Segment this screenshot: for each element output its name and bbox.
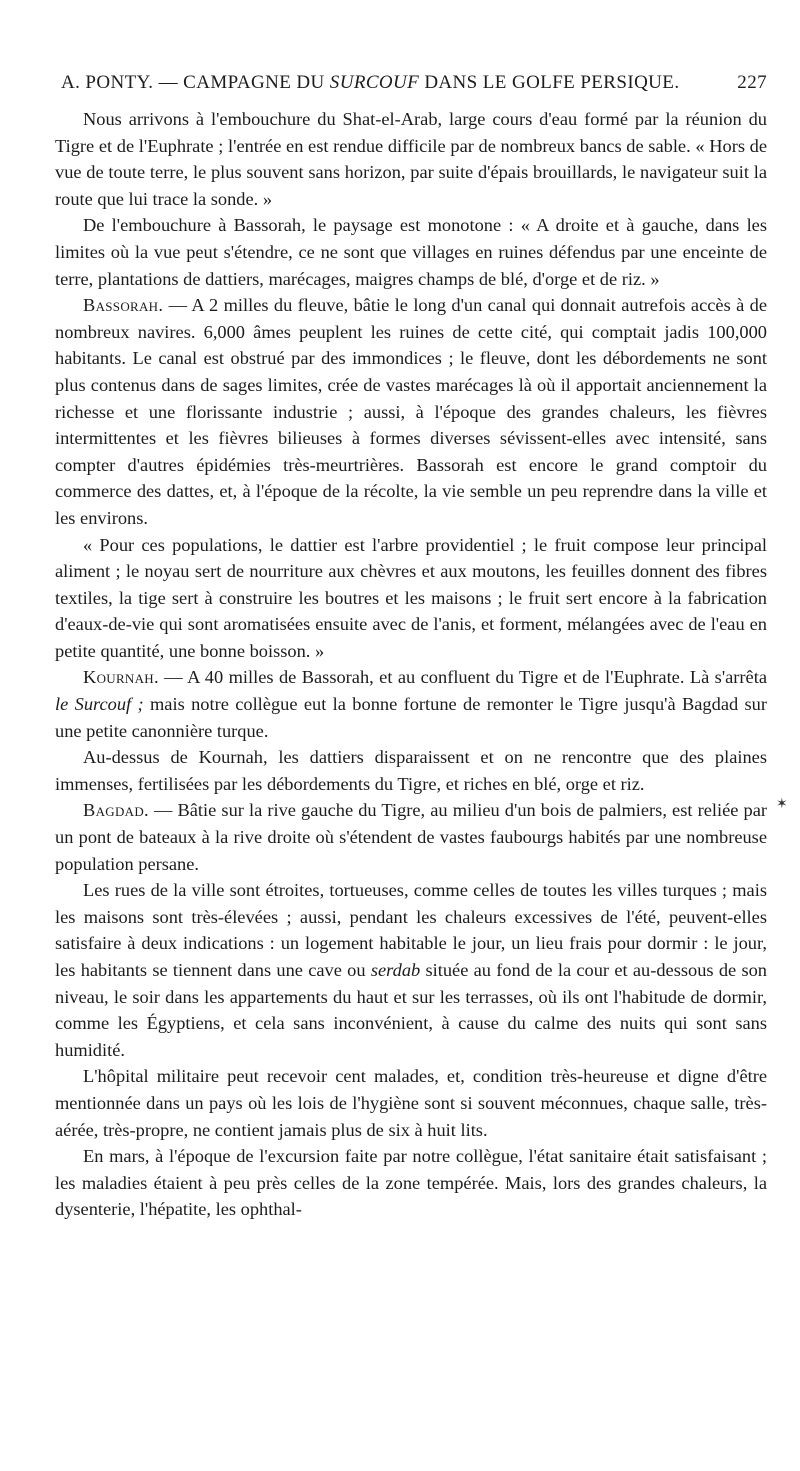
paragraph-text: Au-dessus de Kournah, les dattiers disparaissent et on ne rencontre que des plaines immenses, fertilisées par les débordements du Tigre, et riches en blé, orge et riz. (55, 747, 767, 794)
paragraph (55, 877, 767, 1063)
document-page (55, 72, 767, 1223)
paragraph-text: Nous arrivons à l'embouchure du Shat-el-Arab, large cours d'eau formé par la réunion du Tigre et de l'Euphrate ; l'entrée en est rendue difficile par de nombreux bancs de sable. « Hors de vue de toute terre, le plus souvent sans horizon, par suite d'épais brouillards, le navigateur suit la route que lui trace la sonde. » (55, 109, 767, 209)
section-lead-bassorah: Bassorah. (83, 295, 164, 316)
page-number: 227 (737, 72, 767, 93)
paragraph (55, 744, 767, 797)
paragraph (55, 292, 767, 531)
paragraph (55, 664, 767, 744)
running-title-ship: SURCOUF (329, 72, 420, 93)
paragraph (55, 797, 767, 877)
paragraph-text: L'hôpital militaire peut recevoir cent malades, et, condition très-heureuse et digne d'être mentionnée dans un pays où les lois de l'hygiène sont si souvent méconnues, chaque salle, très-aérée, très-propre, ne contient jamais plus de six à huit lits. (55, 1066, 767, 1140)
paragraph-text: En mars, à l'époque de l'excursion faite par notre collègue, l'état sanitaire était satisfaisant ; les maladies étaient à peu près celles de la zone tempérée. Mais, lors des grandes chaleurs, la dysenterie, l'hépatite, les ophthal- (55, 1146, 767, 1220)
body-text (55, 106, 767, 1223)
running-title (61, 72, 679, 94)
paragraph (55, 1143, 767, 1223)
paragraph-text-continued: située au fond de la cour et au-dessous de son niveau, le soir dans les appartements du haut et sur les terrasses, où ils ont l'habitude de dormir, comme les Égyptiens, et cela sans inconvénient, à cause du calme des nuits qui sont sans humidité. (55, 960, 767, 1060)
paragraph-text: De l'embouchure à Bassorah, le paysage est monotone : « A droite et à gauche, dans les limites où la vue peut s'étendre, ce ne sont que villages en ruines défendus par une enceinte de terre, plantations de dattiers, marécages, maigres champs de blé, d'orge et de riz. » (55, 215, 767, 289)
paragraph-text: A 40 milles de Bassorah, et au confluent du Tigre et de l'Euphrate. Là s'arrêta (187, 667, 767, 688)
ship-name-italic: le Surcouf ; (55, 694, 144, 715)
paragraph-text: A 2 milles du fleuve, bâtie le long d'un canal qui donnait autrefois accès à de nombreux navires. 6,000 âmes peuplent les ruines de cette cité, qui comptait jadis 100,000 habitants. Le canal est obstrué par des immondices ; le fleuve, dont les débordements ne sont plus contenus dans de sages limites, crée de vastes marécages là où il apportait anciennement la richesse et une florissante industrie ; aussi, à l'époque des grandes chaleurs, les fièvres intermittentes et les fièvres bilieuses à formes diverses sévissent-elles avec intensité, sans compter d'autres épidémies très-meurtrières. Bassorah est encore le grand comptoir du commerce des dattes, et, à l'époque de la récolte, la vie semble un peu reprendre dans la ville et les environs. (55, 295, 767, 528)
paragraph (55, 1063, 767, 1143)
lead-dash: — (163, 295, 192, 316)
paragraph (55, 106, 767, 212)
section-lead-kournah: Kournah. (83, 667, 159, 688)
paragraph-text: Les rues de la ville sont étroites, tortueuses, comme celles de toutes les villes turques ; mais les maisons sont très-élevées ; aussi, pendant les chaleurs excessives de l'été, peuvent-elles satisfaire à deux indications : un logement habitable le jour, un lieu frais pour dormir : le jour, les habitants se tiennent dans une cave ou (55, 880, 767, 980)
paragraph (55, 532, 767, 665)
paragraph-text: Bâtie sur la rive gauche du Tigre, au milieu d'un bois de palmiers, est reliée par un pont de bateaux à la rive droite où s'étendent de vastes faubourgs habités par une nombreuse population persane. (55, 800, 767, 874)
paragraph-text-continued: mais notre collègue eut la bonne fortune de remonter le Tigre jusqu'à Bagdad sur une petite canonnière turque. (55, 694, 768, 741)
section-lead-bagdad: Bagdad. (83, 800, 149, 821)
serdab-italic: serdab (370, 960, 421, 980)
paragraph-text: « Pour ces populations, le dattier est l'arbre providentiel ; le fruit compose leur principal aliment ; le noyau sert de nourriture aux chèvres et aux moutons, les feuilles donnent des fibres textiles, la tige sert à construire les boutres et les maisons ; le fruit sert encore à la fabrication d'eaux-de-vie qui sont aromatisées ensuite avec de l'anis, et forment, mélangées avec de l'eau en petite quantité, une bonne boisson. » (55, 534, 767, 661)
paragraph (55, 212, 767, 292)
lead-dash: — (148, 800, 178, 821)
running-title-left: A. PONTY. — CAMPAGNE DU (61, 72, 325, 93)
margin-mark-icon: ✶ (776, 797, 788, 812)
running-title-right: DANS LE GOLFE PERSIQUE. (424, 72, 680, 93)
lead-dash: — (158, 667, 188, 688)
running-head (55, 72, 767, 94)
